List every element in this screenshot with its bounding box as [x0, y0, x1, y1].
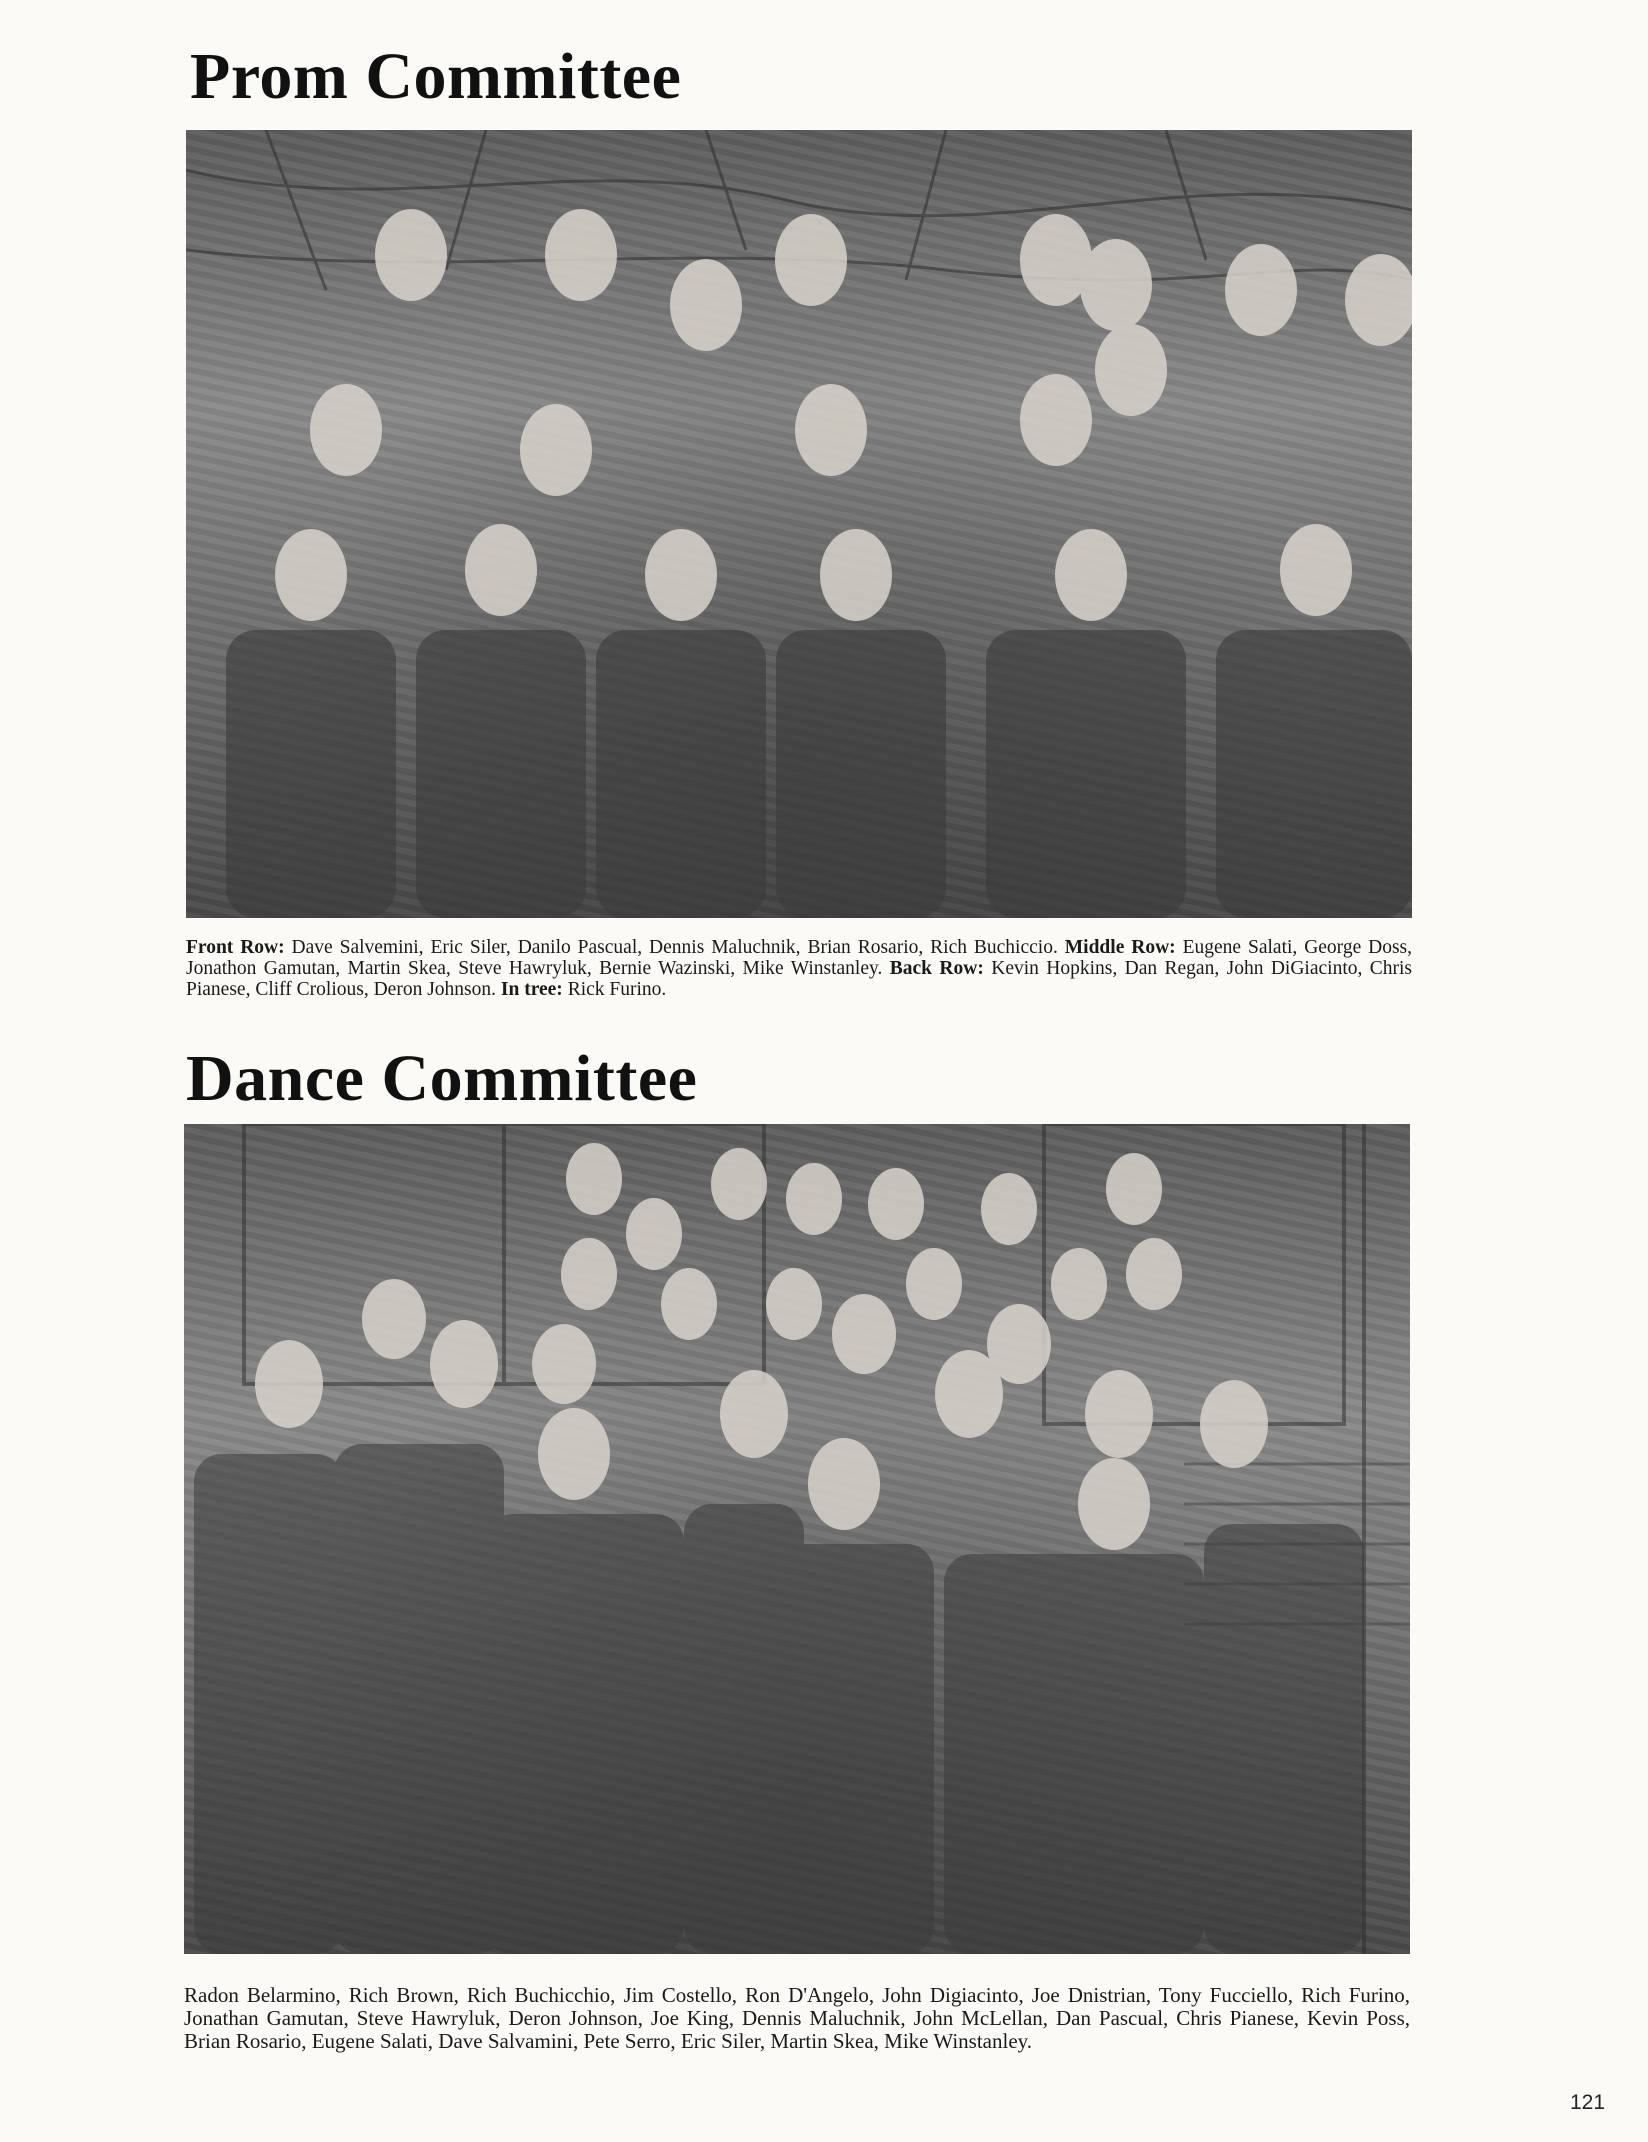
- back-row-label: Back Row:: [889, 958, 984, 979]
- prom-committee-caption: [186, 937, 1412, 1000]
- page-number: 121: [1570, 2091, 1606, 2114]
- middle-row-names: Eugene Salati, George Doss, Jonathon Gamutan, Martin Skea, Steve Hawryluk, Bernie Wazinski, Mike Winstanley.: [186, 937, 1413, 979]
- front-row-label: Front Row:: [186, 937, 285, 958]
- back-row-names: Kevin Hopkins, Dan Regan, John DiGiacinto, Chris Pianese, Cliff Crolious, Deron Johnson.: [186, 958, 1413, 1000]
- in-tree-names: Rick Furino.: [567, 979, 667, 1000]
- middle-row-label: Middle Row:: [1064, 937, 1176, 958]
- dance-committee-caption: Radon Belarmino, Rich Brown, Rich Buchicchio, Jim Costello, Ron D'Angelo, John Digiacinto, Joe Dnistrian, Tony Fucciello, Rich Furino, Jonathan Gamutan, Steve Hawryluk, Deron Johnson, Joe King, Dennis Maluchnik, John McLellan, Dan Pascual, Chris Pianese, Kevin Poss, Brian Rosario, Eugene Salati, Dave Salvamini, Pete Serro, Eric Siler, Martin Skea, Mike Winstanley.: [184, 1983, 1410, 2053]
- dance-committee-photo: [184, 1124, 1410, 1954]
- front-row-names: Dave Salvemini, Eric Siler, Danilo Pascual, Dennis Maluchnik, Brian Rosario, Rich Buchiccio.: [291, 937, 1058, 958]
- prom-committee-title: Prom Committee: [190, 40, 682, 113]
- prom-committee-photo: [186, 130, 1412, 918]
- in-tree-label: In tree:: [500, 979, 563, 1000]
- dance-committee-title: Dance Committee: [186, 1042, 698, 1115]
